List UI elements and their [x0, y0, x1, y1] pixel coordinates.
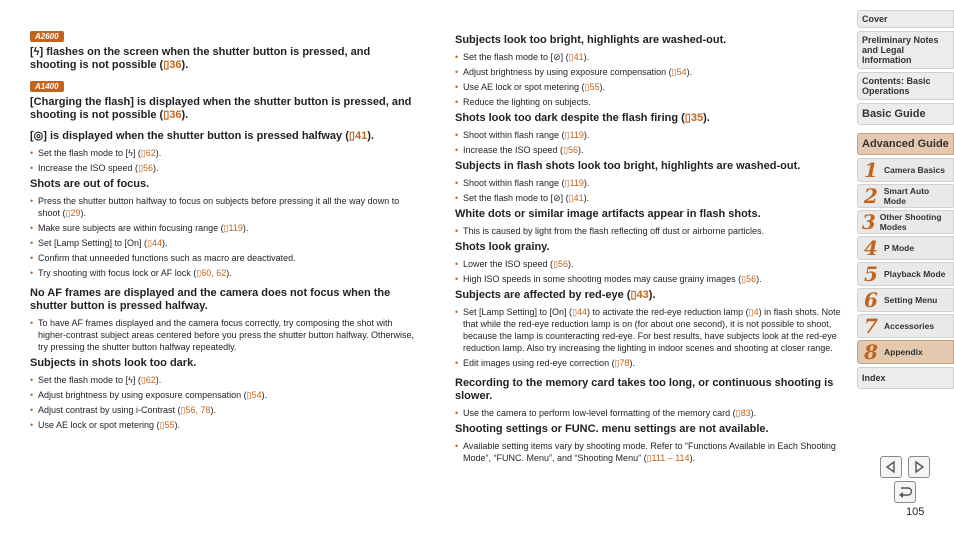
book-icon: ▯ [163, 109, 170, 121]
prev-page-button[interactable] [880, 456, 902, 478]
list-item: • Set [Lamp Setting] to [On] (▯44) to activate the red-eye reduction lamp (▯4) in flash shots. Note that while the red-eye reduction lamp is on (for about one second), it is not possible to shoot, because the lamp is counteracting red-eye. For best results, have subjects look at the red-eye reduction lamp. Also try increasing the lighting in indoor scenes and shooting at closer range. [455, 306, 843, 354]
nav-chapter-5[interactable] [857, 262, 954, 286]
list-func [455, 440, 843, 464]
flash-icon: ϟ [33, 46, 40, 58]
list-item: • Confirm that unneeded functions such as macro are deactivated. [30, 252, 415, 264]
page-ref-link[interactable]: ▯119 [223, 223, 243, 233]
flash-icon: ϟ [128, 375, 133, 385]
page-ref-link[interactable]: ▯78 [614, 358, 630, 368]
list-item: • Set [Lamp Setting] to [On] (▯44). [30, 237, 415, 249]
page-ref-link[interactable]: ▯4 [748, 307, 759, 317]
nav-advanced-guide[interactable]: Advanced Guide [857, 133, 954, 155]
list-item: • Adjust brightness by using exposure compensation (▯54). [30, 389, 415, 401]
arrow-left-icon [884, 460, 898, 474]
list-item: • Set the flash mode to [⊘] (▯41). [455, 192, 843, 204]
page-ref-link[interactable]: ▯29 [65, 208, 81, 218]
list-item: • Press the shutter button halfway to focus on subjects before pressing it all the way down to shoot (▯29). [30, 195, 415, 219]
book-icon: ▯ [684, 112, 691, 124]
list-flash-bright [455, 177, 843, 204]
list-item: • Adjust brightness by using exposure compensation (▯54). [455, 66, 843, 78]
book-icon: ▯ [163, 59, 170, 71]
chapter-label: Appendix [884, 347, 923, 357]
chapter-label: P Mode [884, 243, 915, 253]
page-ref-link[interactable]: ▯55 [584, 82, 600, 92]
list-item: • To have AF frames displayed and the camera focus correctly, try composing the shot with higher-contrast subject areas centered before you press the shutter button halfway. Otherwise, try pressing the shutter button halfway repeatedly. [30, 317, 415, 353]
list-item: • This is caused by light from the flash reflecting off dust or airborne particles. [455, 225, 843, 237]
list-red-eye [455, 306, 843, 369]
list-item: • Use the camera to perform low-level formatting of the memory card (▯83). [455, 407, 843, 419]
list-item: • Reduce the lighting on subjects. [455, 96, 843, 108]
page-ref-link[interactable]: ▯54 [671, 67, 687, 77]
page-ref-link[interactable]: ▯56 [741, 274, 757, 284]
nav-cover[interactable]: Cover [857, 10, 954, 28]
model-badge-a2600: A2600 [30, 31, 64, 42]
heading-func-menu: Shooting settings or FUNC. menu settings are not available. [455, 423, 769, 435]
heading-grainy: Shots look grainy. [455, 241, 550, 253]
page-ref-link[interactable]: ▯55 [159, 420, 175, 430]
list-focus [30, 195, 415, 279]
list-dots [455, 225, 843, 237]
page-ref-link[interactable]: ▯44 [147, 238, 163, 248]
page-ref-link[interactable]: ▯111 – 114 [646, 453, 690, 463]
nav-chapter-4[interactable] [857, 236, 954, 260]
left-column [30, 26, 415, 435]
chapter-number: 5 [864, 262, 878, 286]
return-button[interactable] [894, 481, 916, 503]
chapter-label: Playback Mode [884, 269, 946, 279]
list-item: • Edit images using red-eye correction (▯78). [455, 357, 843, 369]
chapter-number: 1 [864, 158, 878, 182]
next-page-button[interactable] [908, 456, 930, 478]
heading-out-of-focus: Shots are out of focus. [30, 178, 150, 190]
sidebar-nav [857, 10, 954, 392]
heading-red-eye: Subjects are affected by red-eye (▯43). [455, 289, 656, 301]
list-item: • Lower the ISO speed (▯56). [455, 258, 843, 270]
right-column [455, 34, 843, 468]
flash-off-icon: ⊘ [553, 193, 561, 203]
list-item: • Use AE lock or spot metering (▯55). [30, 419, 415, 431]
chapter-label: Setting Menu [884, 295, 938, 305]
chapter-number: 4 [864, 236, 878, 260]
list-shake [30, 147, 415, 174]
list-item: • Set the flash mode to [ϟ] (▯62). [30, 374, 415, 386]
page-ref-link[interactable]: ▯56 [138, 163, 154, 173]
heading-too-dark: Subjects in shots look too dark. [30, 357, 197, 369]
chapter-label: Smart Auto Mode [883, 186, 930, 206]
chapter-number: 2 [863, 184, 878, 208]
page-ref-link[interactable]: ▯56, 78 [180, 405, 211, 415]
list-item: • Set the flash mode to [⊘] (▯41). [455, 51, 843, 63]
flash-off-icon: ⊘ [553, 52, 561, 62]
list-af [30, 317, 415, 353]
list-item: • Shoot within flash range (▯119). [455, 129, 843, 141]
page-ref-link[interactable]: ▯56 [563, 145, 579, 155]
list-item: • Available setting items vary by shooting mode. Refer to “Functions Available in Each Shooting Mode”, “FUNC. Menu”, and “Shooting Menu” (▯111 – 114). [455, 440, 843, 464]
page-ref-link[interactable]: ▯36 [163, 59, 182, 71]
nav-index[interactable]: Index [857, 367, 954, 389]
page-ref-link[interactable]: ▯43 [630, 289, 649, 301]
page-ref-link[interactable]: ▯41 [568, 52, 584, 62]
nav-basic-guide[interactable]: Basic Guide [857, 103, 954, 125]
list-item: • Make sure subjects are within focusing range (▯119). [30, 222, 415, 234]
page-ref-link[interactable]: ▯36 [163, 109, 182, 121]
nav-contents-basic[interactable]: Contents: Basic Operations [857, 72, 954, 100]
list-item: • High ISO speeds in some shooting modes may cause grainy images (▯56). [455, 273, 843, 285]
arrow-right-icon [912, 460, 926, 474]
page-ref-link[interactable]: ▯83 [735, 408, 751, 418]
page-ref-link[interactable]: ▯62 [140, 148, 156, 158]
nav-chapter-6[interactable] [857, 288, 954, 312]
chapter-label: Accessories [884, 321, 935, 331]
page-ref-link[interactable]: ▯62 [140, 375, 156, 385]
heading-flash-screen: [ϟ] flashes on the screen when the shutter button is pressed, and shooting is not possible (▯36). [30, 46, 371, 71]
page-ref-link[interactable]: ▯44 [572, 307, 588, 317]
list-item: • Use AE lock or spot metering (▯55). [455, 81, 843, 93]
heading-no-af-frames: No AF frames are displayed and the camera does not focus when the shutter button is pressed halfway. [30, 287, 391, 312]
page-ref-link[interactable]: ▯41 [568, 193, 584, 203]
list-item: • Set the flash mode to [ϟ] (▯62). [30, 147, 415, 159]
chapter-label: Camera Basics [884, 165, 945, 175]
page-ref-link[interactable]: ▯41 [348, 130, 368, 142]
page-ref-link[interactable]: ▯35 [684, 112, 704, 124]
list-bright [455, 51, 843, 108]
chapter-number: 3 [861, 210, 876, 234]
nav-chapter-8[interactable] [857, 340, 954, 364]
chapter-number: 8 [864, 340, 878, 364]
page-ref-link[interactable]: ▯119 [564, 178, 584, 188]
book-icon: ▯ [630, 289, 637, 301]
heading-white-dots: White dots or similar image artifacts appear in flash shots. [455, 208, 761, 220]
page-number: 105 [906, 506, 925, 518]
nav-preliminary-notes[interactable]: Preliminary Notes and Legal Information [857, 31, 954, 69]
heading-dark-despite-flash: Shots look too dark despite the flash firing (▯35). [455, 112, 710, 124]
model-badge-a1400: A1400 [30, 81, 64, 92]
list-item: • Increase the ISO speed (▯56). [455, 144, 843, 156]
nav-chapter-1[interactable] [857, 158, 954, 182]
heading-memory-card: Recording to the memory card takes too long, or continuous shooting is slower. [455, 377, 834, 402]
list-item: • Increase the ISO speed (▯56). [30, 162, 415, 174]
list-dark [30, 374, 415, 431]
camera-shake-icon: ◎ [33, 130, 44, 142]
book-icon: ▯ [348, 130, 355, 142]
heading-charging-flash: [Charging the flash] is displayed when the shutter button is pressed, and shooting is not possible (▯36). [30, 96, 412, 121]
heading-shake-icon: [◎] is displayed when the shutter button is pressed halfway (▯41). [30, 130, 374, 142]
list-grainy [455, 258, 843, 285]
heading-flash-too-bright: Subjects in flash shots look too bright, highlights are washed-out. [455, 160, 801, 172]
nav-chapter-3[interactable] [857, 210, 954, 234]
page-ref-link[interactable]: ▯54 [246, 390, 262, 400]
nav-chapter-2[interactable] [857, 184, 954, 208]
page-ref-link[interactable]: ▯119 [564, 130, 584, 140]
page-ref-link[interactable]: ▯56 [553, 259, 569, 269]
heading-too-bright: Subjects look too bright, highlights are washed-out. [455, 34, 727, 46]
list-item: • Shoot within flash range (▯119). [455, 177, 843, 189]
nav-chapter-7[interactable] [857, 314, 954, 338]
flash-icon: ϟ [128, 148, 133, 158]
chapter-number: 7 [864, 314, 878, 338]
list-memory [455, 407, 843, 419]
chapter-label: Other Shooting Modes [879, 212, 942, 232]
page-ref-link[interactable]: ▯60, 62 [196, 268, 227, 278]
chapter-number: 6 [864, 288, 878, 312]
list-item: • Adjust contrast by using i-Contrast (▯56, 78). [30, 404, 415, 416]
list-dark-flash [455, 129, 843, 156]
list-item: • Try shooting with focus lock or AF lock (▯60, 62). [30, 267, 415, 279]
return-icon [897, 485, 913, 499]
